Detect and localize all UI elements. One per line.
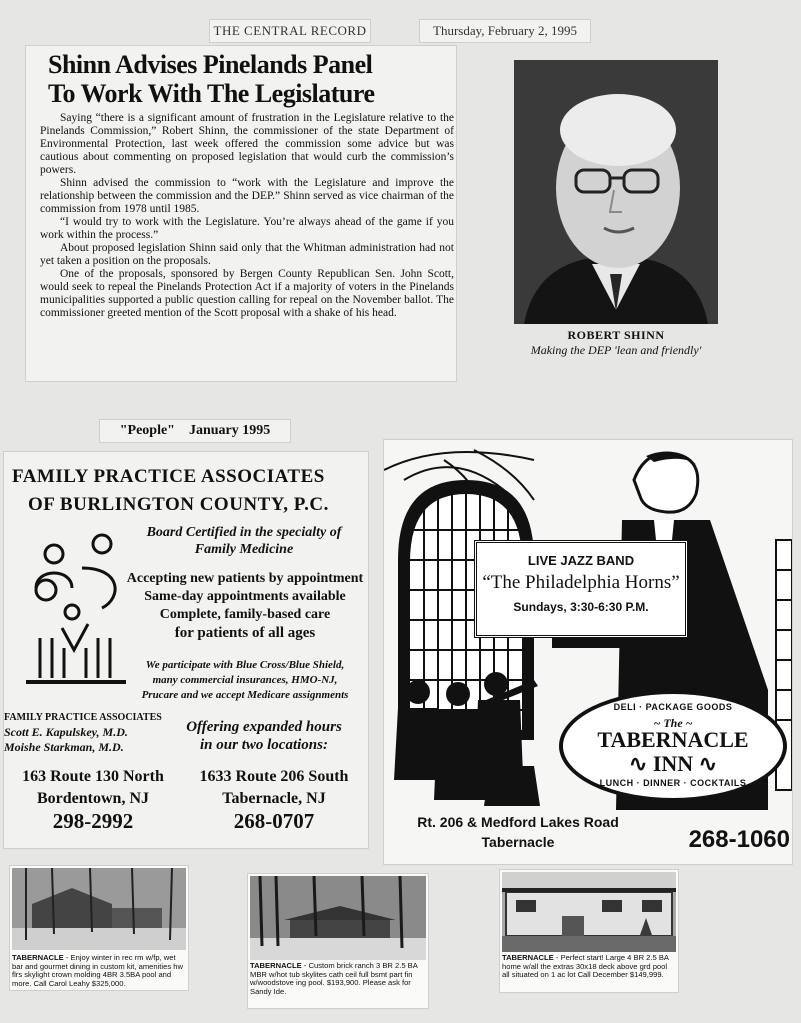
house-photo-icon <box>502 872 676 952</box>
oval-name-line-2: ∿ INN ∿ <box>628 751 718 776</box>
listing-label: TABERNACLE <box>250 961 302 970</box>
jazz-sign-time: Sundays, 3:30-6:30 P.M. <box>513 600 649 614</box>
certification-line-2: Family Medicine <box>194 542 294 557</box>
portrait-clipping <box>514 60 718 360</box>
ad-title-line-1: FAMILY PRACTICE ASSOCIATES <box>12 466 325 487</box>
tabernacle-inn-ad <box>384 440 792 864</box>
practice-name-small: FAMILY PRACTICE ASSOCIATES <box>4 712 162 723</box>
ad-title-line-2: OF BURLINGTON COUNTY, P.C. <box>28 494 329 515</box>
listing-text <box>250 962 426 996</box>
inn-phone: 268-1060 <box>688 826 790 853</box>
listing-label: TABERNACLE <box>502 953 554 962</box>
listing-text <box>502 954 676 980</box>
jazz-sign-band: “The Philadelphia Horns” <box>482 572 680 593</box>
newspaper-date: Thursday, February 2, 1995 <box>420 20 590 42</box>
location-phone: 268-0707 <box>233 809 315 833</box>
ad-hours <box>164 718 364 754</box>
service-line: Accepting new patients by appointment <box>126 571 364 586</box>
article-paragraph: “I would try to work with the Legislature. You’re always ahead of the game if you work within the process.” <box>40 216 454 241</box>
ad-services <box>122 570 368 642</box>
listing-description: - Enjoy winter in rec rm w/fp, wet bar and gourmet dining in custom kit, amenities hw flrs skylight crown molding 4BR 3.5BA pool and more. Call Carol Leahy $325,000. <box>12 953 183 988</box>
newspaper-name: THE CENTRAL RECORD <box>210 20 370 42</box>
listing-text <box>12 954 188 988</box>
source-label-date: January 1995 <box>188 423 271 438</box>
jazz-musicians-icon <box>394 672 540 806</box>
headline-line-2: To Work With The Legislature <box>48 79 375 108</box>
inn-logo-oval <box>559 690 787 802</box>
listing-description: - Perfect start! Large 4 BR 2.5 BA home w/all the extras 30x18 deck above grd pool all situated on 1 ac lot Call December $149,999. <box>502 953 669 980</box>
oval-the: ~ The ~ <box>653 716 693 730</box>
listing-label: TABERNACLE <box>12 953 64 962</box>
oval-name-line-1: TABERNACLE <box>597 727 749 752</box>
article-paragraph: Shinn advised the commission to “work with the Legislature and improve the relationship between the commission and the DEP.” Shinn served as vice chairman of the commission from 1978 until 1985. <box>40 177 454 215</box>
doctor-name: Scott E. Kapulskey, M.D. <box>4 725 128 739</box>
location-tabernacle <box>184 766 364 832</box>
article-paragraph: Saying “there is a significant amount of frustration in the Legislature relative to the Pinelands Commission,” Robert Shinn, the commissioner of the state Department of Environmental Protection, last week offered the commission some advice but was cautious about commenting on proposed legislation that would curb the commission’s powers. <box>40 112 454 176</box>
location-street: 163 Route 130 North <box>22 768 164 785</box>
ad-certification <box>122 524 366 558</box>
headline-line-1: Shinn Advises Pinelands Panel <box>48 50 373 79</box>
article-paragraph: About proposed legislation Shinn said only that the Whitman administration had not yet taken a position on the proposals. <box>40 242 454 267</box>
article-headline <box>48 50 468 108</box>
article-clipping <box>26 46 456 381</box>
photo-caption-text: Making the DEP 'lean and friendly' <box>530 343 702 357</box>
article-paragraph: One of the proposals, sponsored by Bergen County Republican Sen. John Scott, would seek to repeal the Pinelands Protection Act if a majority of voters in the Pinelands municipalities supported a public question calling for repeal on the November ballot. The commissioner greeted mention of the Scott proposal with a shake of his head. <box>40 268 454 319</box>
portrait-photo <box>514 60 718 324</box>
listing-card <box>10 866 188 990</box>
listing-card <box>500 870 678 992</box>
family-logo-icon <box>22 528 132 688</box>
insurance-line: We participate with Blue Cross/Blue Shield, <box>145 659 345 671</box>
photo-caption-name: ROBERT SHINN <box>567 328 665 342</box>
source-label-publication: "People" <box>119 423 175 438</box>
listing-photo <box>502 872 676 952</box>
listing-description: - Custom brick ranch 3 BR 2.5 BA MBR w/hot tub skylites cath ceil full bsmt part fin w/woodstove ing pool. $193,900. Please ask for Sandy Ide. <box>250 961 418 996</box>
location-phone: 298-2992 <box>52 809 134 833</box>
inn-address-line-1: Rt. 206 & Medford Lakes Road <box>417 814 619 830</box>
doctor-name: Moishe Starkman, M.D. <box>4 740 124 754</box>
oval-bottom-text: LUNCH · DINNER · COCKTAILS <box>599 778 747 788</box>
location-bordentown <box>4 766 182 832</box>
portrait-illustration <box>514 60 718 324</box>
jazz-sign <box>474 540 688 638</box>
location-city: Tabernacle, NJ <box>222 790 326 807</box>
doctor-list <box>4 725 174 755</box>
service-line: Complete, family-based care <box>159 607 331 622</box>
jazz-sign-line-1: LIVE JAZZ BAND <box>527 553 635 568</box>
insurance-line: many commercial insurances, HMO-NJ, <box>152 674 338 686</box>
ad-insurance <box>122 658 368 703</box>
hours-line-2: in our two locations: <box>200 737 328 753</box>
location-street: 1633 Route 206 South <box>199 768 349 785</box>
family-practice-ad <box>4 452 368 848</box>
insurance-line: Prucare and we accept Medicare assignments <box>141 689 349 701</box>
source-label <box>100 420 290 442</box>
house-photo-icon <box>250 876 426 960</box>
inn-address-line-2: Tabernacle <box>481 834 555 850</box>
service-line: Same-day appointments available <box>144 589 346 604</box>
listing-photo <box>12 868 186 950</box>
hours-line-1: Offering expanded hours <box>186 719 342 735</box>
service-line: for patients of all ages <box>174 625 316 641</box>
location-city: Bordentown, NJ <box>36 790 149 807</box>
oval-top-text: DELI · PACKAGE GOODS <box>613 702 733 712</box>
article-body <box>40 112 454 320</box>
listing-photo <box>250 876 426 960</box>
certification-line-1: Board Certified in the specialty of <box>146 525 342 540</box>
listing-card <box>248 874 428 1008</box>
house-photo-icon <box>12 868 186 950</box>
